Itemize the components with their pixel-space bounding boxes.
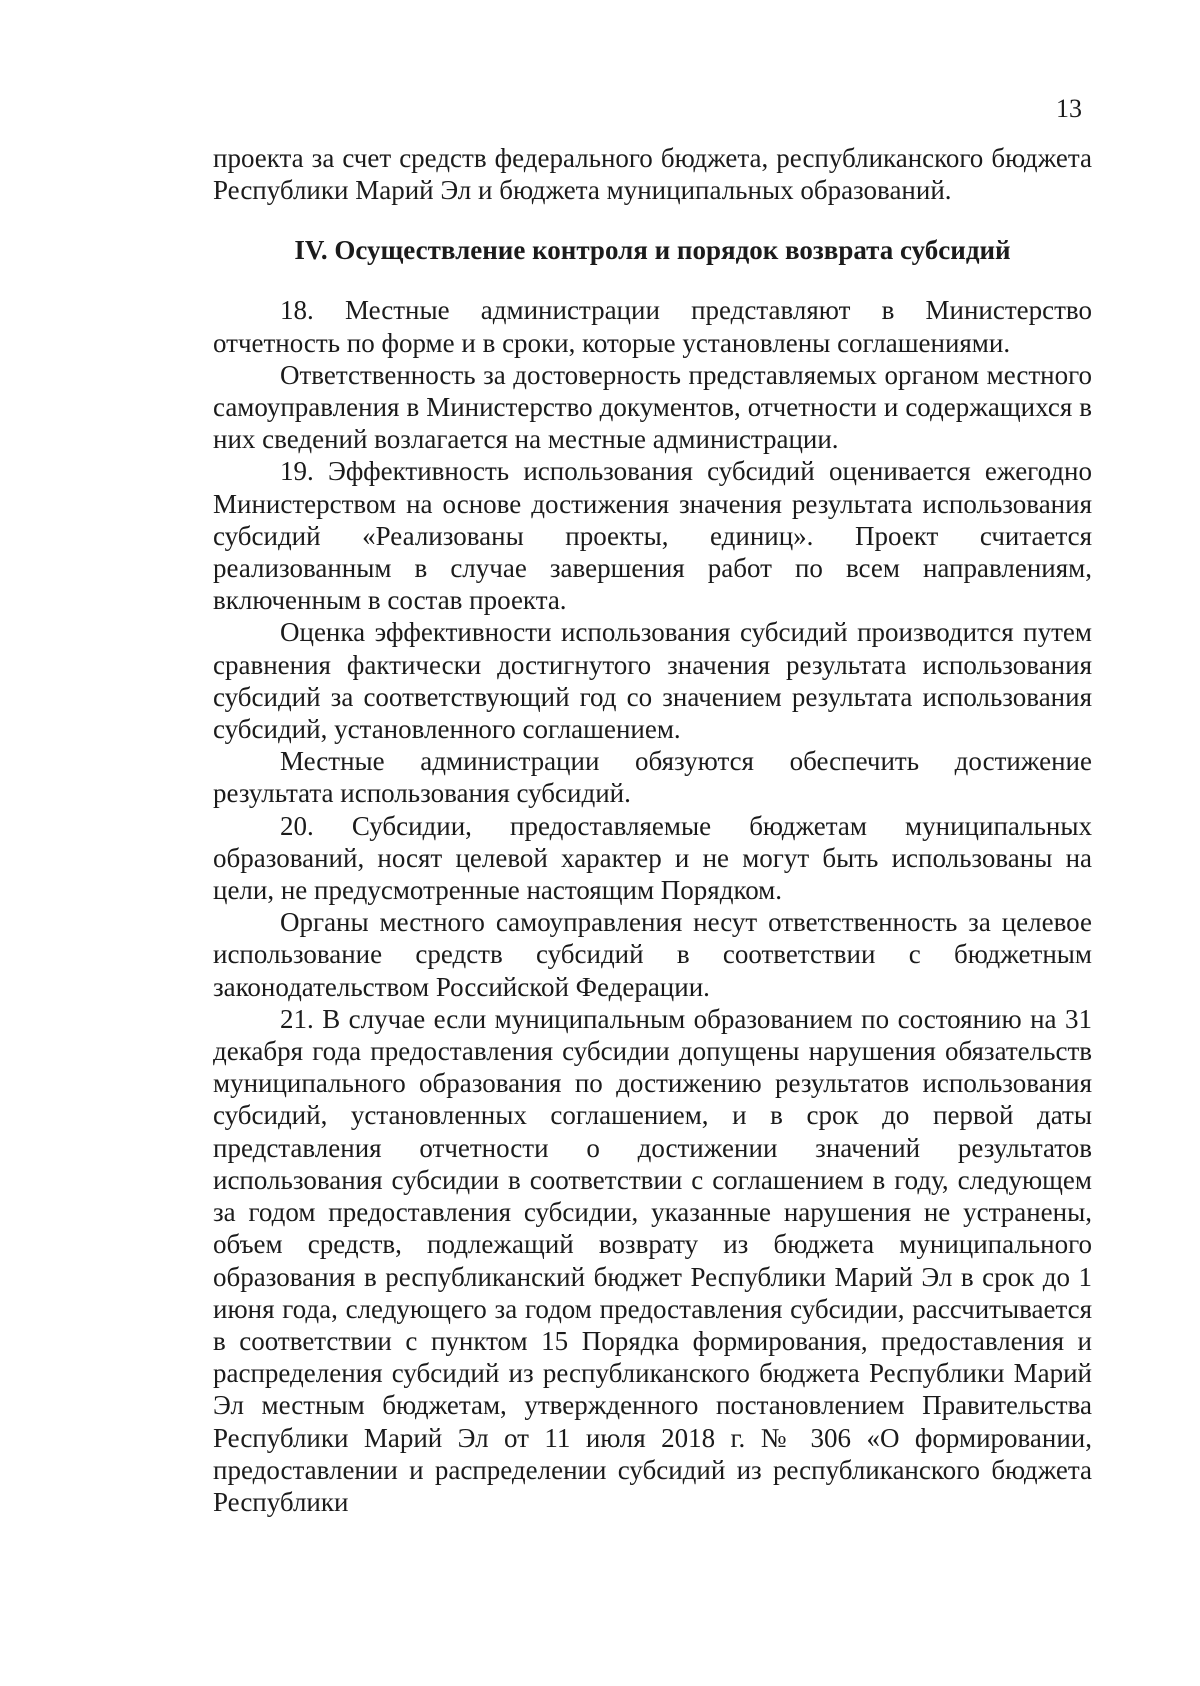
paragraph-21: 21. В случае если муниципальным образованием по состоянию на 31 декабря года предоставления субсидии допущены нарушения обязательств муниципального образования по достижению результатов использования субсидий, установленных соглашением, и в срок до первой даты представления отчетности о достижении значений результатов использования субсидии в соответствии с соглашением в году, следующем за годом предоставления субсидии, указанные нарушения не устранены, объем средств, подлежащий возврату из бюджета муниципального образования в республиканский бюджет Республики Марий Эл в срок до 1 июня года, следующего за годом предоставления субсидии, рассчитывается в соответствии с пунктом 15 Порядка формирования, предоставления и распределения субсидий из республиканского бюджета Республики Марий Эл местным бюджетам, утвержденного постановлением Правительства Республики Марий Эл от 11 июля 2018 г. № 306 «О формировании, предоставлении и распределении субсидий из республиканского бюджета Республики <box>213 1003 1092 1517</box>
paragraph-18: 18. Местные администрации представляют в Министерство отчетность по форме и в сроки, которые установлены соглашениями. <box>213 295 1092 358</box>
page-number: 13 <box>1056 94 1082 123</box>
paragraph-18-responsibility: Ответственность за достоверность представляемых органом местного самоуправления в Министерство документов, отчетности и содержащихся в них сведений возлагается на местные администрации. <box>213 359 1092 455</box>
paragraph-19-evaluation: Оценка эффективности использования субсидий производится путем сравнения фактически достигнутого значения результата использования субсидий за соответствующий год со значением результата использования субсидий, установленного соглашением. <box>213 617 1092 745</box>
paragraph-19-obligation: Местные администрации обязуются обеспечить достижение результата использования субсидий. <box>213 746 1092 809</box>
paragraph-20-responsibility: Органы местного самоуправления несут ответственность за целевое использование средств субсидий в соответствии с бюджетным законодательством Российской Федерации. <box>213 907 1092 1002</box>
paragraph-20: 20. Субсидии, предоставляемые бюджетам муниципальных образований, носят целевой характер и не могут быть использованы на цели, не предусмотренные настоящим Порядком. <box>213 810 1092 906</box>
section-heading: IV. Осуществление контроля и порядок возврата субсидий <box>294 235 1011 266</box>
paragraph-19: 19. Эффективность использования субсидий оценивается ежегодно Министерством на основе достижения значения результата использования субсидий «Реализованы проекты, единиц». Проект считается реализованным в случае завершения работ по всем направлениям, включенным в состав проекта. <box>213 456 1092 616</box>
intro-paragraph: проекта за счет средств федерального бюджета, республиканского бюджета Республики Марий Эл и бюджета муниципальных образований. <box>213 143 1092 206</box>
document-body <box>213 142 1092 1518</box>
